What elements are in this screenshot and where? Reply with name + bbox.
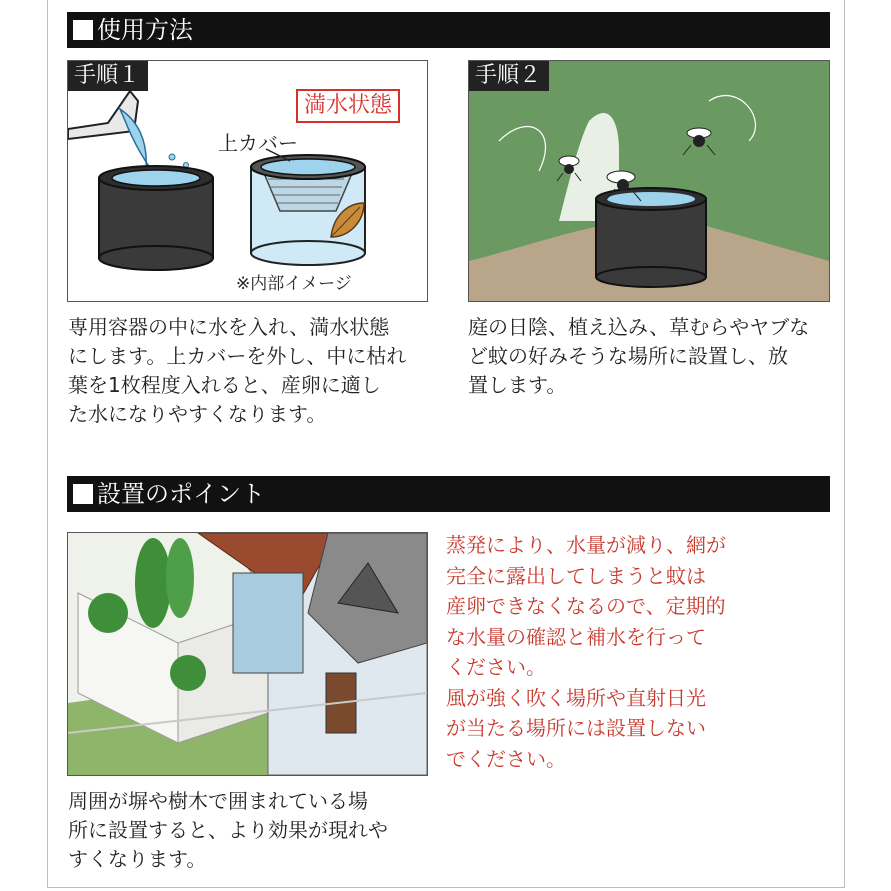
text-line: 所に設置すると、より効果が現れや <box>68 818 388 842</box>
text-line: 庭の日陰、植え込み、草むらやヤブな <box>468 315 810 339</box>
text-line: 蒸発により、水量が減り、網が <box>446 533 726 557</box>
house-illustration <box>67 532 428 776</box>
step1-text <box>68 313 406 429</box>
text-line: が当たる場所には設置しない <box>446 716 706 740</box>
text-line: ください。 <box>446 655 546 679</box>
step1-label: 手順１ <box>68 61 148 91</box>
text-line: 風が強く吹く場所や直射日光 <box>446 685 706 710</box>
section-header-placement <box>67 476 830 512</box>
text-line: すくなります。 <box>68 847 207 871</box>
square-bullet-icon <box>73 484 93 504</box>
text-line: た水になりやすくなります。 <box>68 402 327 426</box>
text-line: でください。 <box>446 746 566 771</box>
square-bullet-icon <box>73 20 93 40</box>
text-line: 完全に露出してしまうと蚊は <box>446 563 706 588</box>
section-title: 使用方法 <box>97 16 193 44</box>
text-line: 置します。 <box>468 373 567 397</box>
container-illustration <box>68 61 427 301</box>
step2-illustration <box>468 60 830 302</box>
text-line: な水量の確認と補水を行って <box>446 624 706 649</box>
text-line: ど蚊の好みそうな場所に設置し、放 <box>468 344 788 368</box>
garden-scene <box>469 61 829 301</box>
section-title: 設置のポイント <box>97 480 265 508</box>
text-line: 葉を1枚程度入れると、産卵に適し <box>68 373 381 397</box>
text-line: 専用容器の中に水を入れ、満水状態 <box>68 315 390 339</box>
interior-note: ※内部イメージ <box>236 274 352 294</box>
text-line: 周囲が塀や樹木で囲まれている場 <box>68 789 368 813</box>
text-line: 産卵できなくなるので、定期的 <box>446 594 726 618</box>
placement-caption <box>68 787 388 874</box>
step2-label: 手順２ <box>469 61 549 91</box>
section-header-usage <box>67 12 830 48</box>
step2-text <box>468 313 809 400</box>
text-line: にします。上カバーを外し、中に枯れ <box>68 344 407 368</box>
status-badge: 満水状態 <box>296 89 400 123</box>
warning-text <box>446 530 726 774</box>
house-scene <box>68 533 427 775</box>
step1-illustration <box>67 60 428 302</box>
cover-label: 上カバー <box>218 131 298 155</box>
